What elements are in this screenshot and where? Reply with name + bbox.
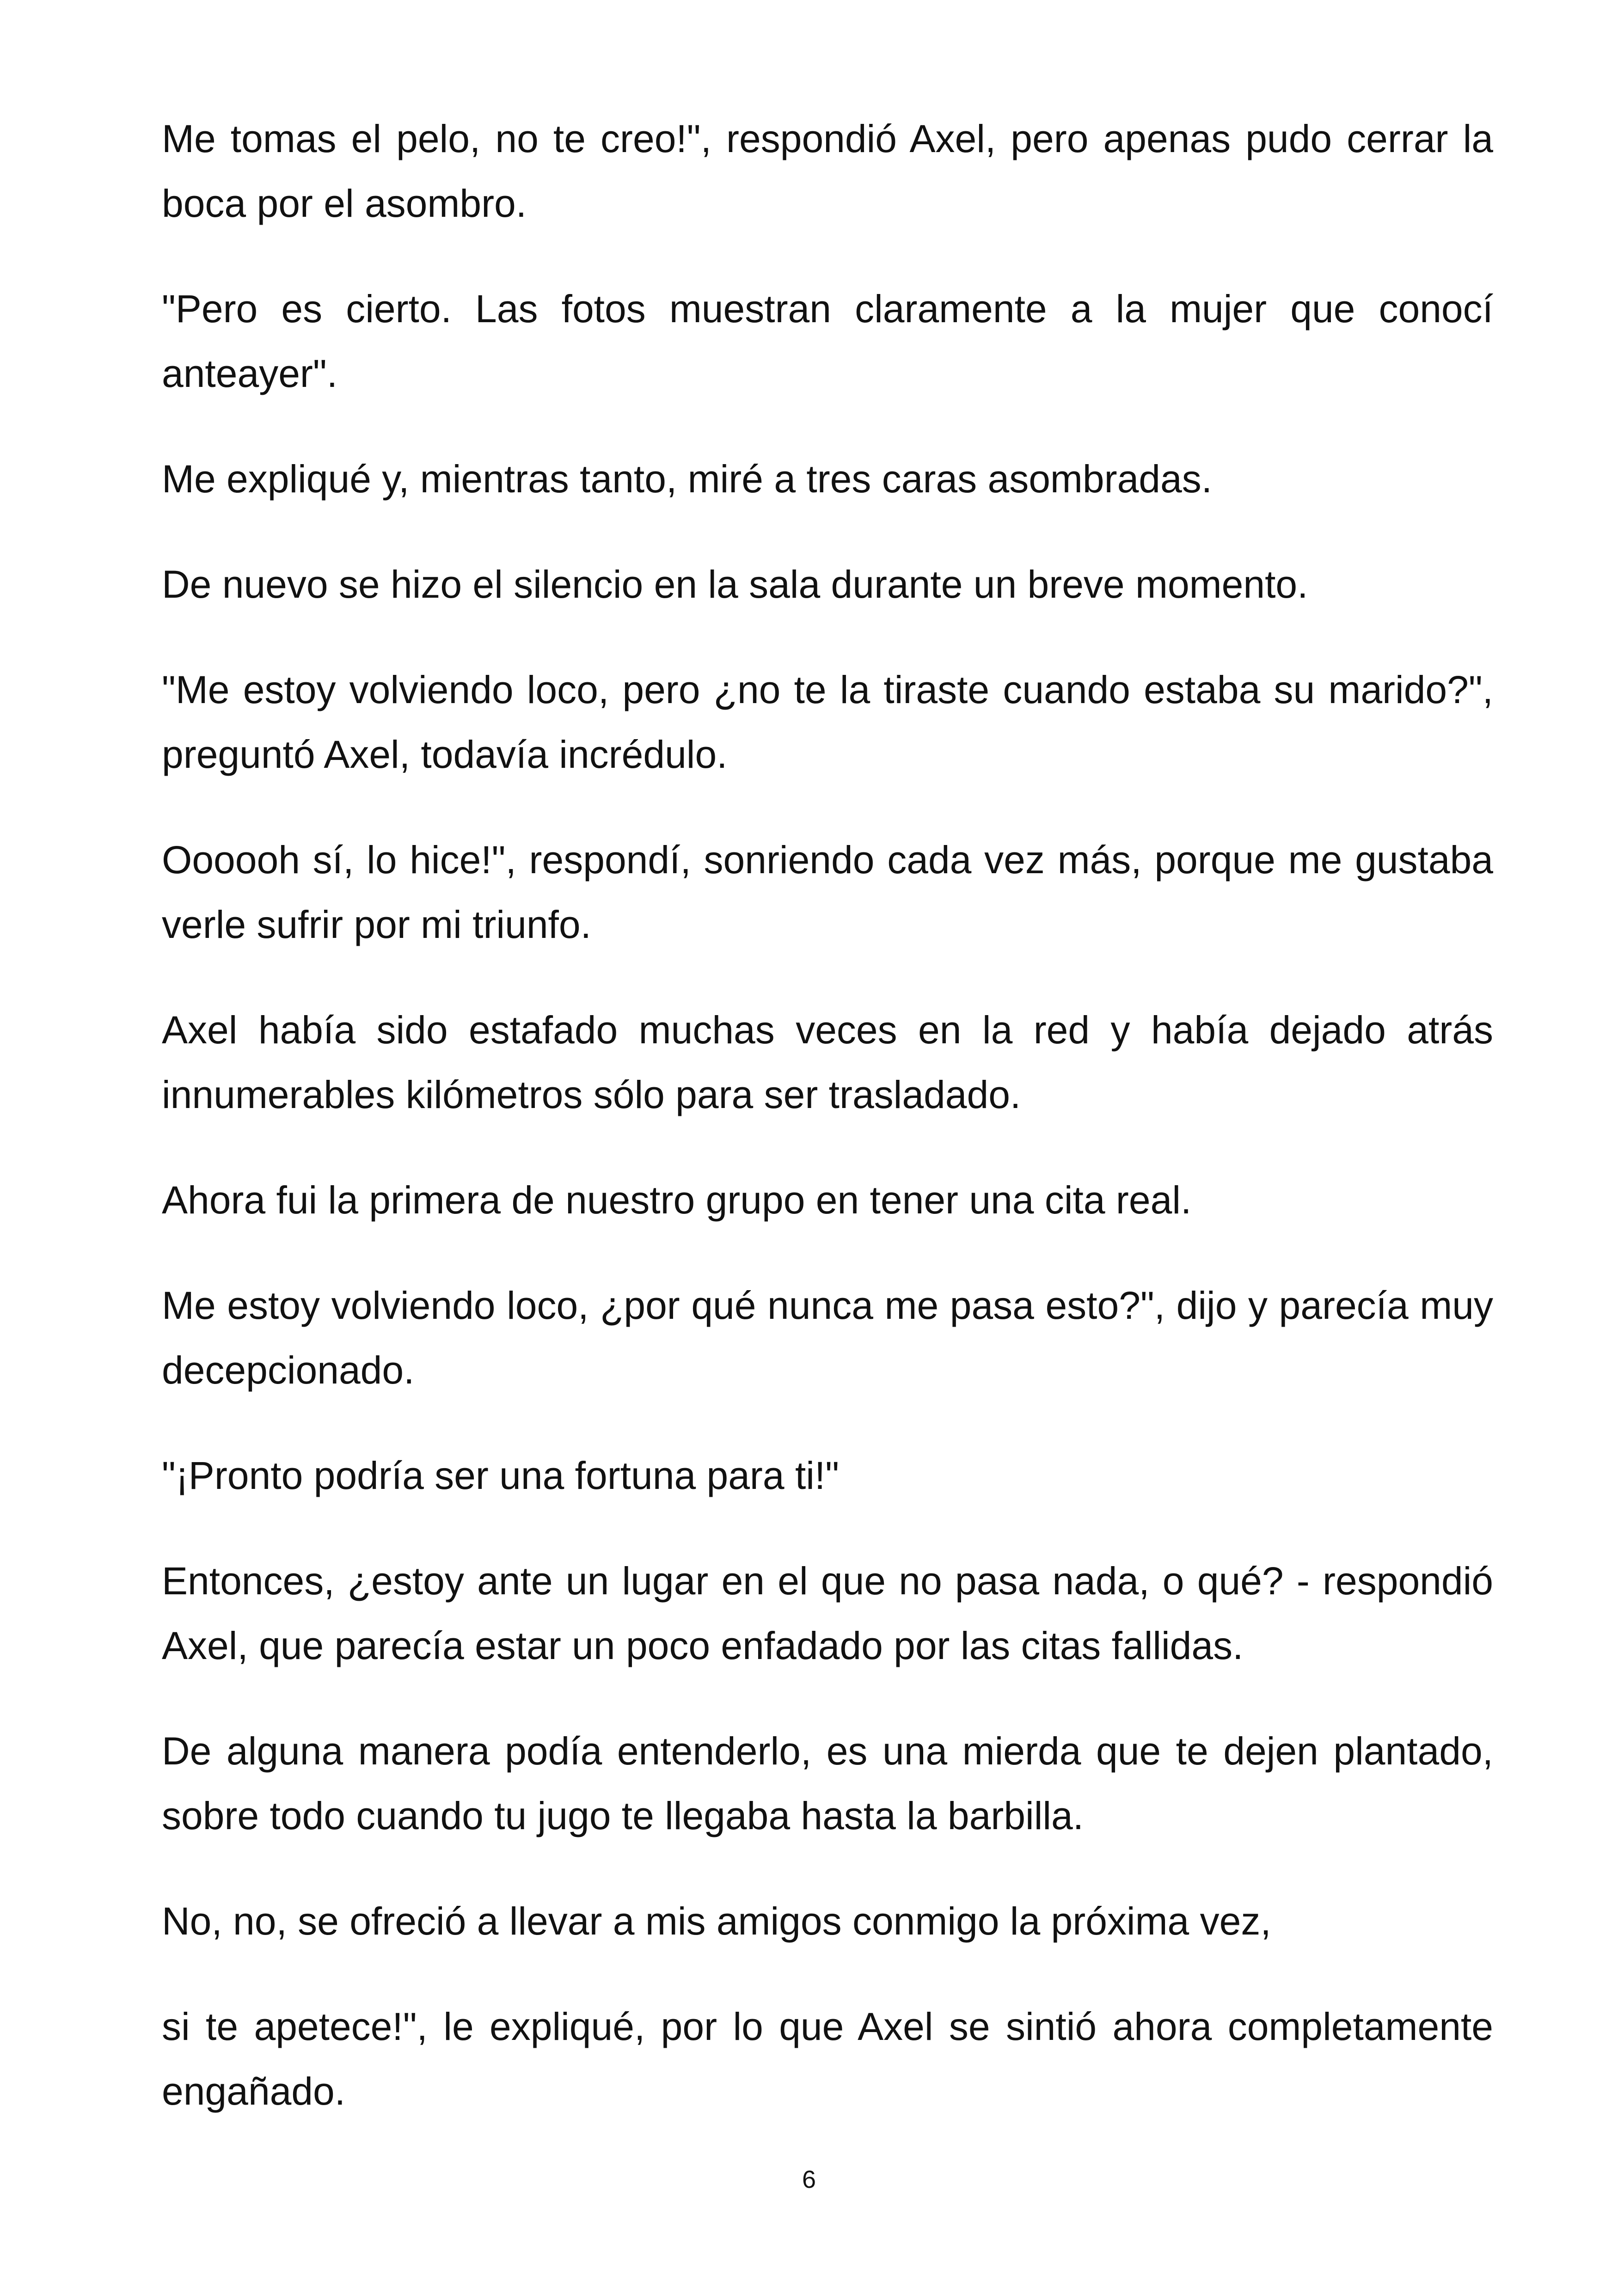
paragraph: Oooooh sí, lo hice!", respondí, sonriendo cada vez más, porque me gustaba verle sufrir por mi triunfo. xyxy=(162,838,1493,946)
paragraph: "Me estoy volviendo loco, pero ¿no te la tiraste cuando estaba su marido?", preguntó Axel, todavía incrédulo. xyxy=(162,668,1493,776)
paragraph: si te apetece!", le expliqué, por lo que Axel se sintió ahora completamente engañado. xyxy=(162,2005,1493,2113)
paragraph: Axel había sido estafado muchas veces en la red y había dejado atrás innumerables kilómetros sólo para ser trasladado. xyxy=(162,1008,1493,1116)
paragraph: Me expliqué y, mientras tanto, miré a tres caras asombradas. xyxy=(162,457,1213,501)
paragraph: "¡Pronto podría ser una fortuna para ti!" xyxy=(162,1454,840,1497)
paragraph: No, no, se ofreció a llevar a mis amigos conmigo la próxima vez, xyxy=(162,1899,1271,1943)
paragraph: Ahora fui la primera de nuestro grupo en tener una cita real. xyxy=(162,1178,1192,1222)
text-body xyxy=(162,106,1493,2164)
paragraph: De nuevo se hizo el silencio en la sala durante un breve momento. xyxy=(162,563,1308,606)
paragraph: Entonces, ¿estoy ante un lugar en el que no pasa nada, o qué? - respondió Axel, que parecía estar un poco enfadado por las citas fallidas. xyxy=(162,1559,1493,1667)
paragraph: Me tomas el pelo, no te creo!", respondió Axel, pero apenas pudo cerrar la boca por el asombro. xyxy=(162,117,1493,225)
paragraph: Me estoy volviendo loco, ¿por qué nunca me pasa esto?", dijo y parecía muy decepcionado. xyxy=(162,1284,1493,1392)
paragraph: "Pero es cierto. Las fotos muestran claramente a la mujer que conocí anteayer". xyxy=(162,287,1493,395)
page-number: 6 xyxy=(802,2166,816,2193)
paragraph: De alguna manera podía entenderlo, es una mierda que te dejen plantado, sobre todo cuando tu jugo te llegaba hasta la barbilla. xyxy=(162,1729,1493,1837)
